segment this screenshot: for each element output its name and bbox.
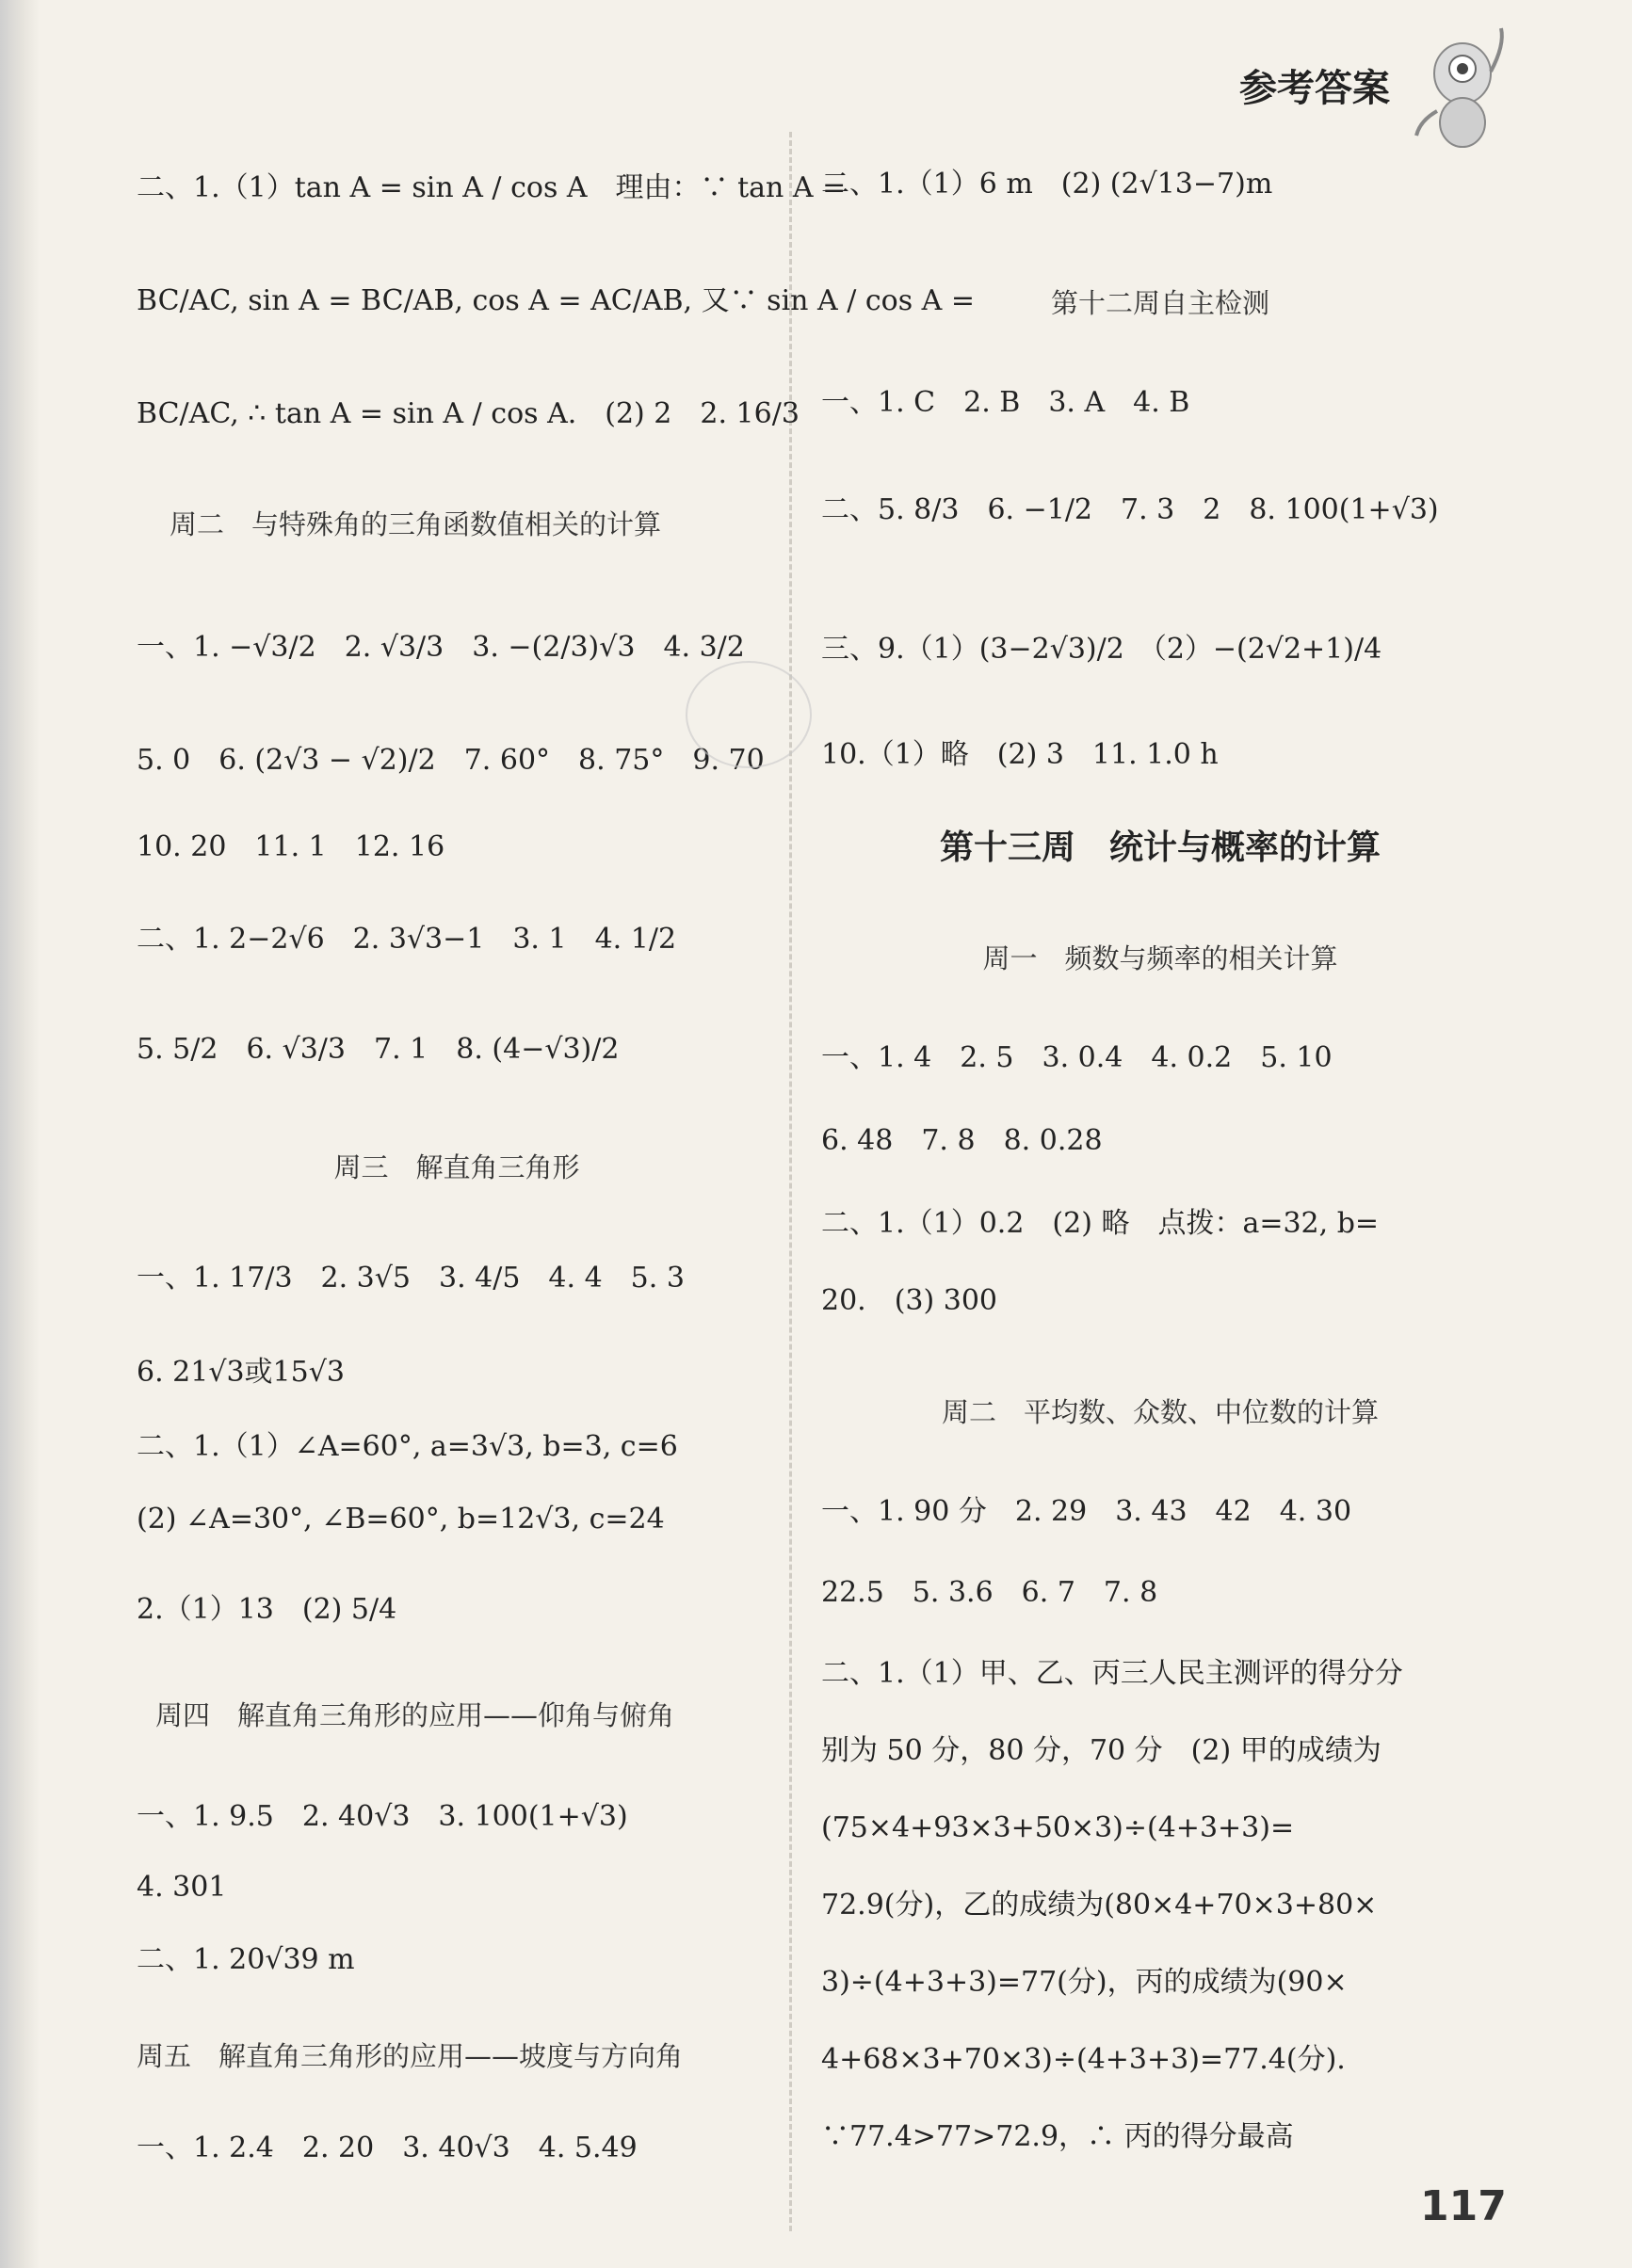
- answer-line: 别为 50 分，80 分，70 分 (2) 甲的成绩为: [821, 1734, 1382, 1767]
- section-heading: 周二 与特殊角的三角函数值相关的计算: [170, 508, 662, 540]
- page-number: 117: [1420, 2182, 1507, 2230]
- answer-line: 一、1. 9.5 2. 40√3 3. 100(1+√3): [137, 1800, 628, 1833]
- answer-line: BC/AC, sin A = BC/AB, cos A = AC/AB, 又∵ sin A / cos A =: [137, 284, 975, 317]
- answer-line: 72.9(分)，乙的成绩为(80×4+70×3+80×: [821, 1889, 1378, 1922]
- answer-line: 二、1. 2−2√6 2. 3√3−1 3. 1 4. 1/2: [137, 923, 677, 956]
- answer-line: BC/AC, ∴ tan A = sin A / cos A. (2) 2 2. 16/3: [137, 397, 800, 430]
- answer-line: 二、5. 8/3 6. −1/2 7. 3 2 8. 100(1+√3): [821, 493, 1439, 526]
- answer-line: (75×4+93×3+50×3)÷(4+3+3)=: [821, 1811, 1295, 1844]
- answer-line: (2) ∠A=30°, ∠B=60°, b=12√3, c=24: [137, 1503, 665, 1536]
- chapter-heading: 第十三周 统计与概率的计算: [939, 828, 1381, 867]
- answer-line: 一、1. 2.4 2. 20 3. 40√3 4. 5.49: [137, 2131, 638, 2164]
- header-title: 参考答案: [1239, 67, 1390, 110]
- answer-line: 6. 21√3或15√3: [137, 1356, 345, 1389]
- section-heading: 周三 解直角三角形: [333, 1151, 580, 1183]
- answer-line: 二、1.（1）6 m (2) (2√13−7)m: [821, 168, 1273, 201]
- section-heading: 第十二周自主检测: [1050, 287, 1269, 319]
- answer-line: 一、1. 17/3 2. 3√5 3. 4/5 4. 4 5. 3: [137, 1262, 685, 1295]
- answer-line: 6. 48 7. 8 8. 0.28: [821, 1124, 1103, 1157]
- answer-line: 5. 5/2 6. √3/3 7. 1 8. (4−√3)/2: [137, 1033, 620, 1066]
- answer-line: ∵77.4>77>72.9，∴ 丙的得分最高: [821, 2120, 1294, 2153]
- answer-line: 二、1.（1）0.2 (2) 略 点拨：a=32, b=: [821, 1207, 1380, 1240]
- answer-line: 二、1.（1）tan A = sin A / cos A 理由：∵ tan A =: [137, 171, 847, 204]
- answer-line: 20. (3) 300: [821, 1284, 998, 1317]
- answer-line: 一、1. −√3/2 2. √3/3 3. −(2/3)√3 4. 3/2: [137, 631, 745, 664]
- answer-line: 10. 20 11. 1 12. 16: [137, 830, 445, 863]
- robot-mascot-icon: [1411, 17, 1514, 158]
- answer-line: 22.5 5. 3.6 6. 7 7. 8: [821, 1576, 1158, 1609]
- torn-page-edge: [0, 0, 40, 2268]
- answer-line: 4. 301: [137, 1871, 227, 1904]
- answer-line: 3)÷(4+3+3)=77(分)，丙的成绩为(90×: [821, 1966, 1348, 1999]
- answer-line: 2.（1）13 (2) 5/4: [137, 1593, 397, 1626]
- section-heading: 周一 频数与频率的相关计算: [982, 942, 1338, 974]
- answer-line: 5. 0 6. (2√3 − √2)/2 7. 60° 8. 75° 9. 70: [137, 744, 765, 777]
- answer-line: 一、1. 4 2. 5 3. 0.4 4. 0.2 5. 10: [821, 1041, 1333, 1074]
- answer-line: 二、1.（1）∠A=60°, a=3√3, b=3, c=6: [137, 1430, 678, 1463]
- section-heading: 周四 解直角三角形的应用——仰角与俯角: [155, 1699, 675, 1731]
- answer-line: 二、1.（1）甲、乙、丙三人民主测评的得分分: [821, 1657, 1403, 1690]
- section-heading: 周五 解直角三角形的应用——坡度与方向角: [137, 2040, 684, 2072]
- answer-line: 一、1. 90 分 2. 29 3. 43 42 4. 30: [821, 1495, 1352, 1528]
- answer-line: 二、1. 20√39 m: [137, 1943, 355, 1976]
- column-divider: [789, 132, 792, 2231]
- stamp-watermark: [686, 661, 812, 768]
- answer-line: 三、9.（1）(3−2√3)/2 （2）−(2√2+1)/4: [821, 633, 1382, 666]
- answer-line: 4+68×3+70×3)÷(4+3+3)=77.4(分).: [821, 2043, 1346, 2076]
- section-heading: 周二 平均数、众数、中位数的计算: [941, 1396, 1379, 1428]
- answer-line: 一、1. C 2. B 3. A 4. B: [821, 386, 1190, 419]
- answer-line: 10.（1）略 (2) 3 11. 1.0 h: [821, 738, 1219, 771]
